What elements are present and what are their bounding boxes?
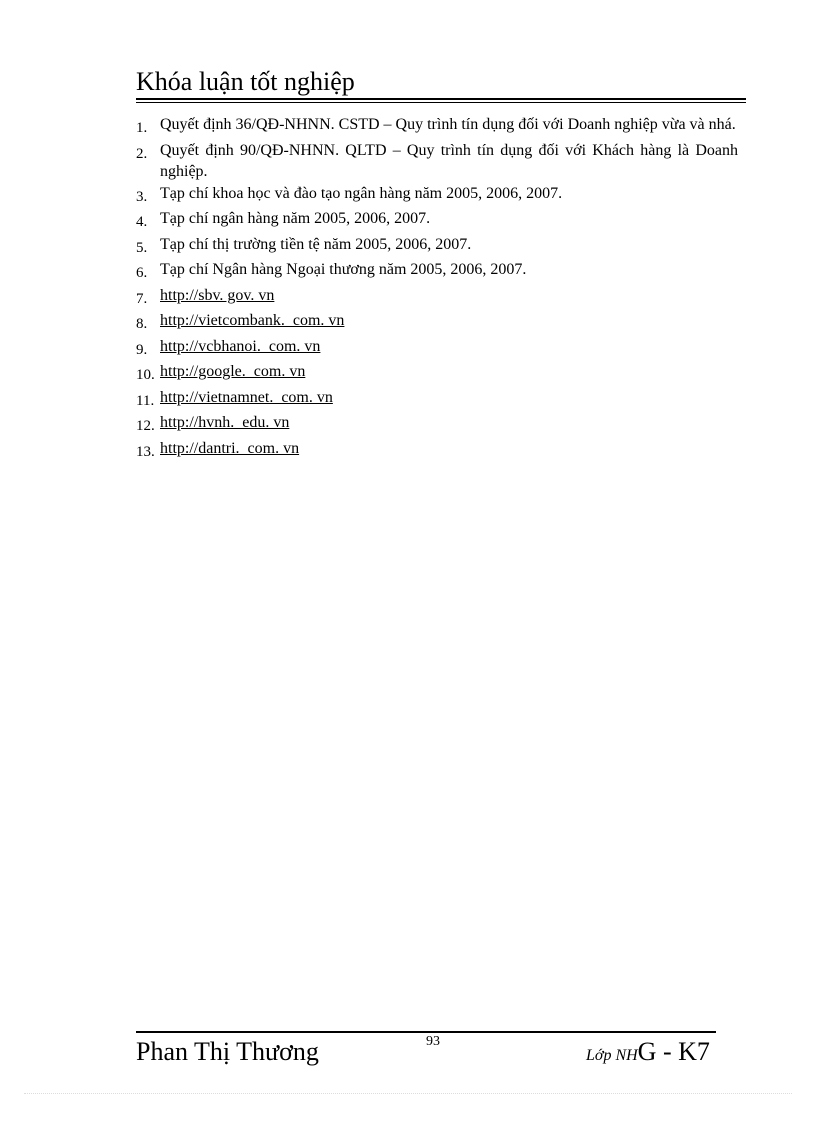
reference-item (136, 208, 738, 234)
header-rule-thin (136, 102, 746, 103)
reference-number: 11. (136, 392, 155, 409)
reference-text: Tạp chí ngân hàng năm 2005, 2006, 2007. (160, 210, 431, 227)
reference-item (136, 285, 738, 311)
reference-item (136, 234, 738, 260)
footer-class-prefix: Lớp NH (586, 1047, 638, 1064)
reference-text: Tạp chí thị trường tiền tệ năm 2005, 2006, 2007. (160, 235, 472, 253)
page-header-title: Khóa luận tốt nghiệp (136, 67, 355, 96)
reference-item (136, 310, 738, 336)
reference-text: Tạp chí Ngân hàng Ngoại thương năm 2005, 2006, 2007. (160, 261, 527, 278)
reference-link-dantri[interactable]: http://dantri. com. vn (160, 439, 300, 457)
reference-item (136, 336, 738, 362)
reference-number: 5. (136, 239, 148, 256)
reference-item (136, 114, 738, 140)
reference-link-vietnamnet[interactable]: http://vietnamnet. com. vn (160, 388, 333, 406)
header-rule (136, 98, 746, 100)
reference-item (136, 387, 738, 413)
reference-number: 13. (136, 443, 155, 460)
reference-number: 9. (136, 341, 148, 358)
footer-class-suffix: G - K7 (637, 1037, 710, 1066)
reference-item (136, 412, 738, 438)
reference-link-google[interactable]: http://google. com. vn (160, 363, 306, 380)
reference-link-hvnh[interactable]: http://hvnh. edu. vn (160, 414, 290, 431)
reference-number: 4. (136, 214, 148, 230)
reference-text: Quyết định 36/QĐ-NHNN. CSTD – Quy trình tín dụng đối với Doanh nghiệp vừa và nhá. (160, 116, 736, 133)
reference-item (136, 361, 738, 387)
page-bottom-dotted-edge (24, 1093, 792, 1094)
reference-text: Tạp chí khoa học và đào tạo ngân hàng năm 2005, 2006, 2007. (160, 184, 563, 202)
reference-number: 8. (136, 316, 148, 332)
reference-list (136, 114, 738, 463)
reference-number: 2. (136, 145, 148, 162)
reference-item (136, 259, 738, 285)
footer-rule (136, 1031, 716, 1033)
reference-number: 12. (136, 418, 155, 434)
footer-author: Phan Thị Thương (136, 1037, 319, 1066)
reference-link-vietcombank[interactable]: http://vietcombank. com. vn (160, 312, 345, 329)
reference-item (136, 438, 738, 464)
reference-number: 6. (136, 265, 148, 281)
reference-number: 7. (136, 290, 148, 307)
footer-class (586, 1036, 710, 1072)
reference-link-vcbhanoi[interactable]: http://vcbhanoi. com. vn (160, 337, 321, 355)
reference-item (136, 183, 738, 209)
reference-number: 10. (136, 367, 155, 383)
reference-item (136, 140, 738, 183)
reference-number: 1. (136, 120, 148, 136)
reference-link-sbv[interactable]: http://sbv. gov. vn (160, 286, 275, 304)
page-number: 93 (426, 1034, 440, 1049)
reference-number: 3. (136, 188, 148, 205)
reference-text: Quyết định 90/QĐ-NHNN. QLTD – Quy trình tín dụng đối với Khách hàng là Doanh nghiệp. (160, 141, 738, 180)
